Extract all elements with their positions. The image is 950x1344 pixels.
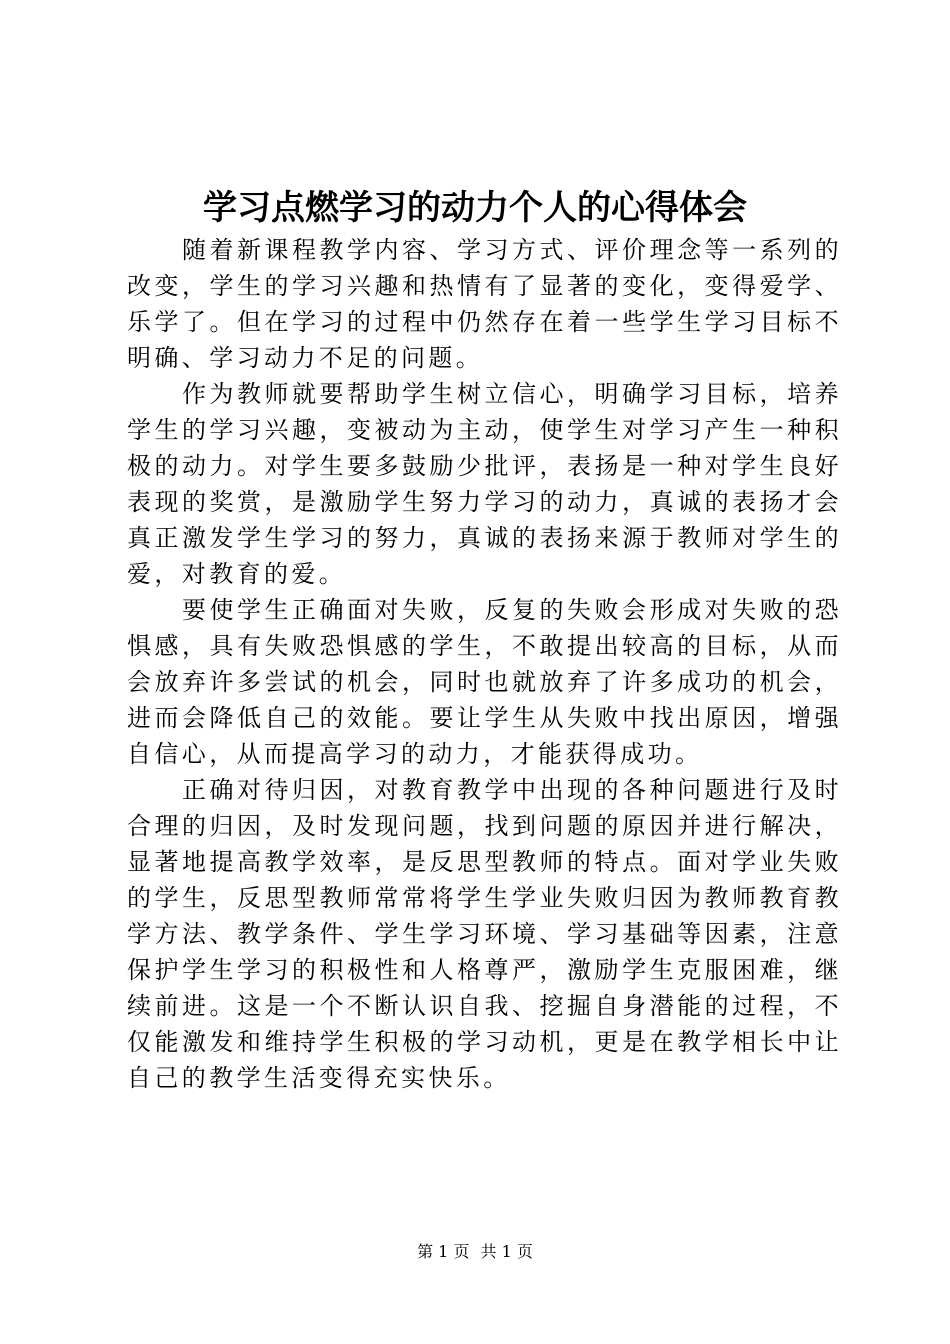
document-body [127, 232, 842, 1096]
paragraph-1: 随着新课程教学内容、学习方式、评价理念等一系列的改变，学生的学习兴趣和热情有了显著的变化，变得爱学、乐学了。但在学习的过程中仍然存在着一些学生学习目标不明确、学习动力不足的问题。 [127, 236, 842, 372]
paragraph-3: 要使学生正确面对失败，反复的失败会形成对失败的恐惧感，具有失败恐惧感的学生，不敢提出较高的目标，从而会放弃许多尝试的机会，同时也就放弃了许多成功的机会，进而会降低自己的效能。要让学生从失败中找出原因，增强自信心，从而提高学习的动力，才能获得成功。 [127, 596, 842, 768]
page-footer [0, 1240, 950, 1264]
paragraph-2: 作为教师就要帮助学生树立信心，明确学习目标，培养学生的学习兴趣，变被动为主动，使学生对学习产生一种积极的动力。对学生要多鼓励少批评，表扬是一种对学生良好表现的奖赏，是激励学生努力学习的动力，真诚的表扬才会真正激发学生学习的努力，真诚的表扬来源于教师对学生的爱，对教育的爱。 [127, 380, 842, 588]
paragraph-4: 正确对待归因，对教育教学中出现的各种问题进行及时合理的归因，及时发现问题，找到问题的原因并进行解决，显著地提高教学效率，是反思型教师的特点。面对学业失败的学生，反思型教师常常将学生学业失败归因为教师教育教学方法、教学条件、学生学习环境、学习基础等因素，注意保护学生学习的积极性和人格尊严，激励学生克服困难，继续前进。这是一个不断认识自我、挖掘自身潜能的过程，不仅能激发和维持学生积极的学习动机，更是在教学相长中让自己的教学生活变得充实快乐。 [127, 776, 842, 1092]
page-number: 第 1 页 [417, 1242, 470, 1261]
page-title: 学习点燃学习的动力个人的心得体会 [203, 188, 747, 228]
page-total: 共 1 页 [480, 1242, 533, 1261]
